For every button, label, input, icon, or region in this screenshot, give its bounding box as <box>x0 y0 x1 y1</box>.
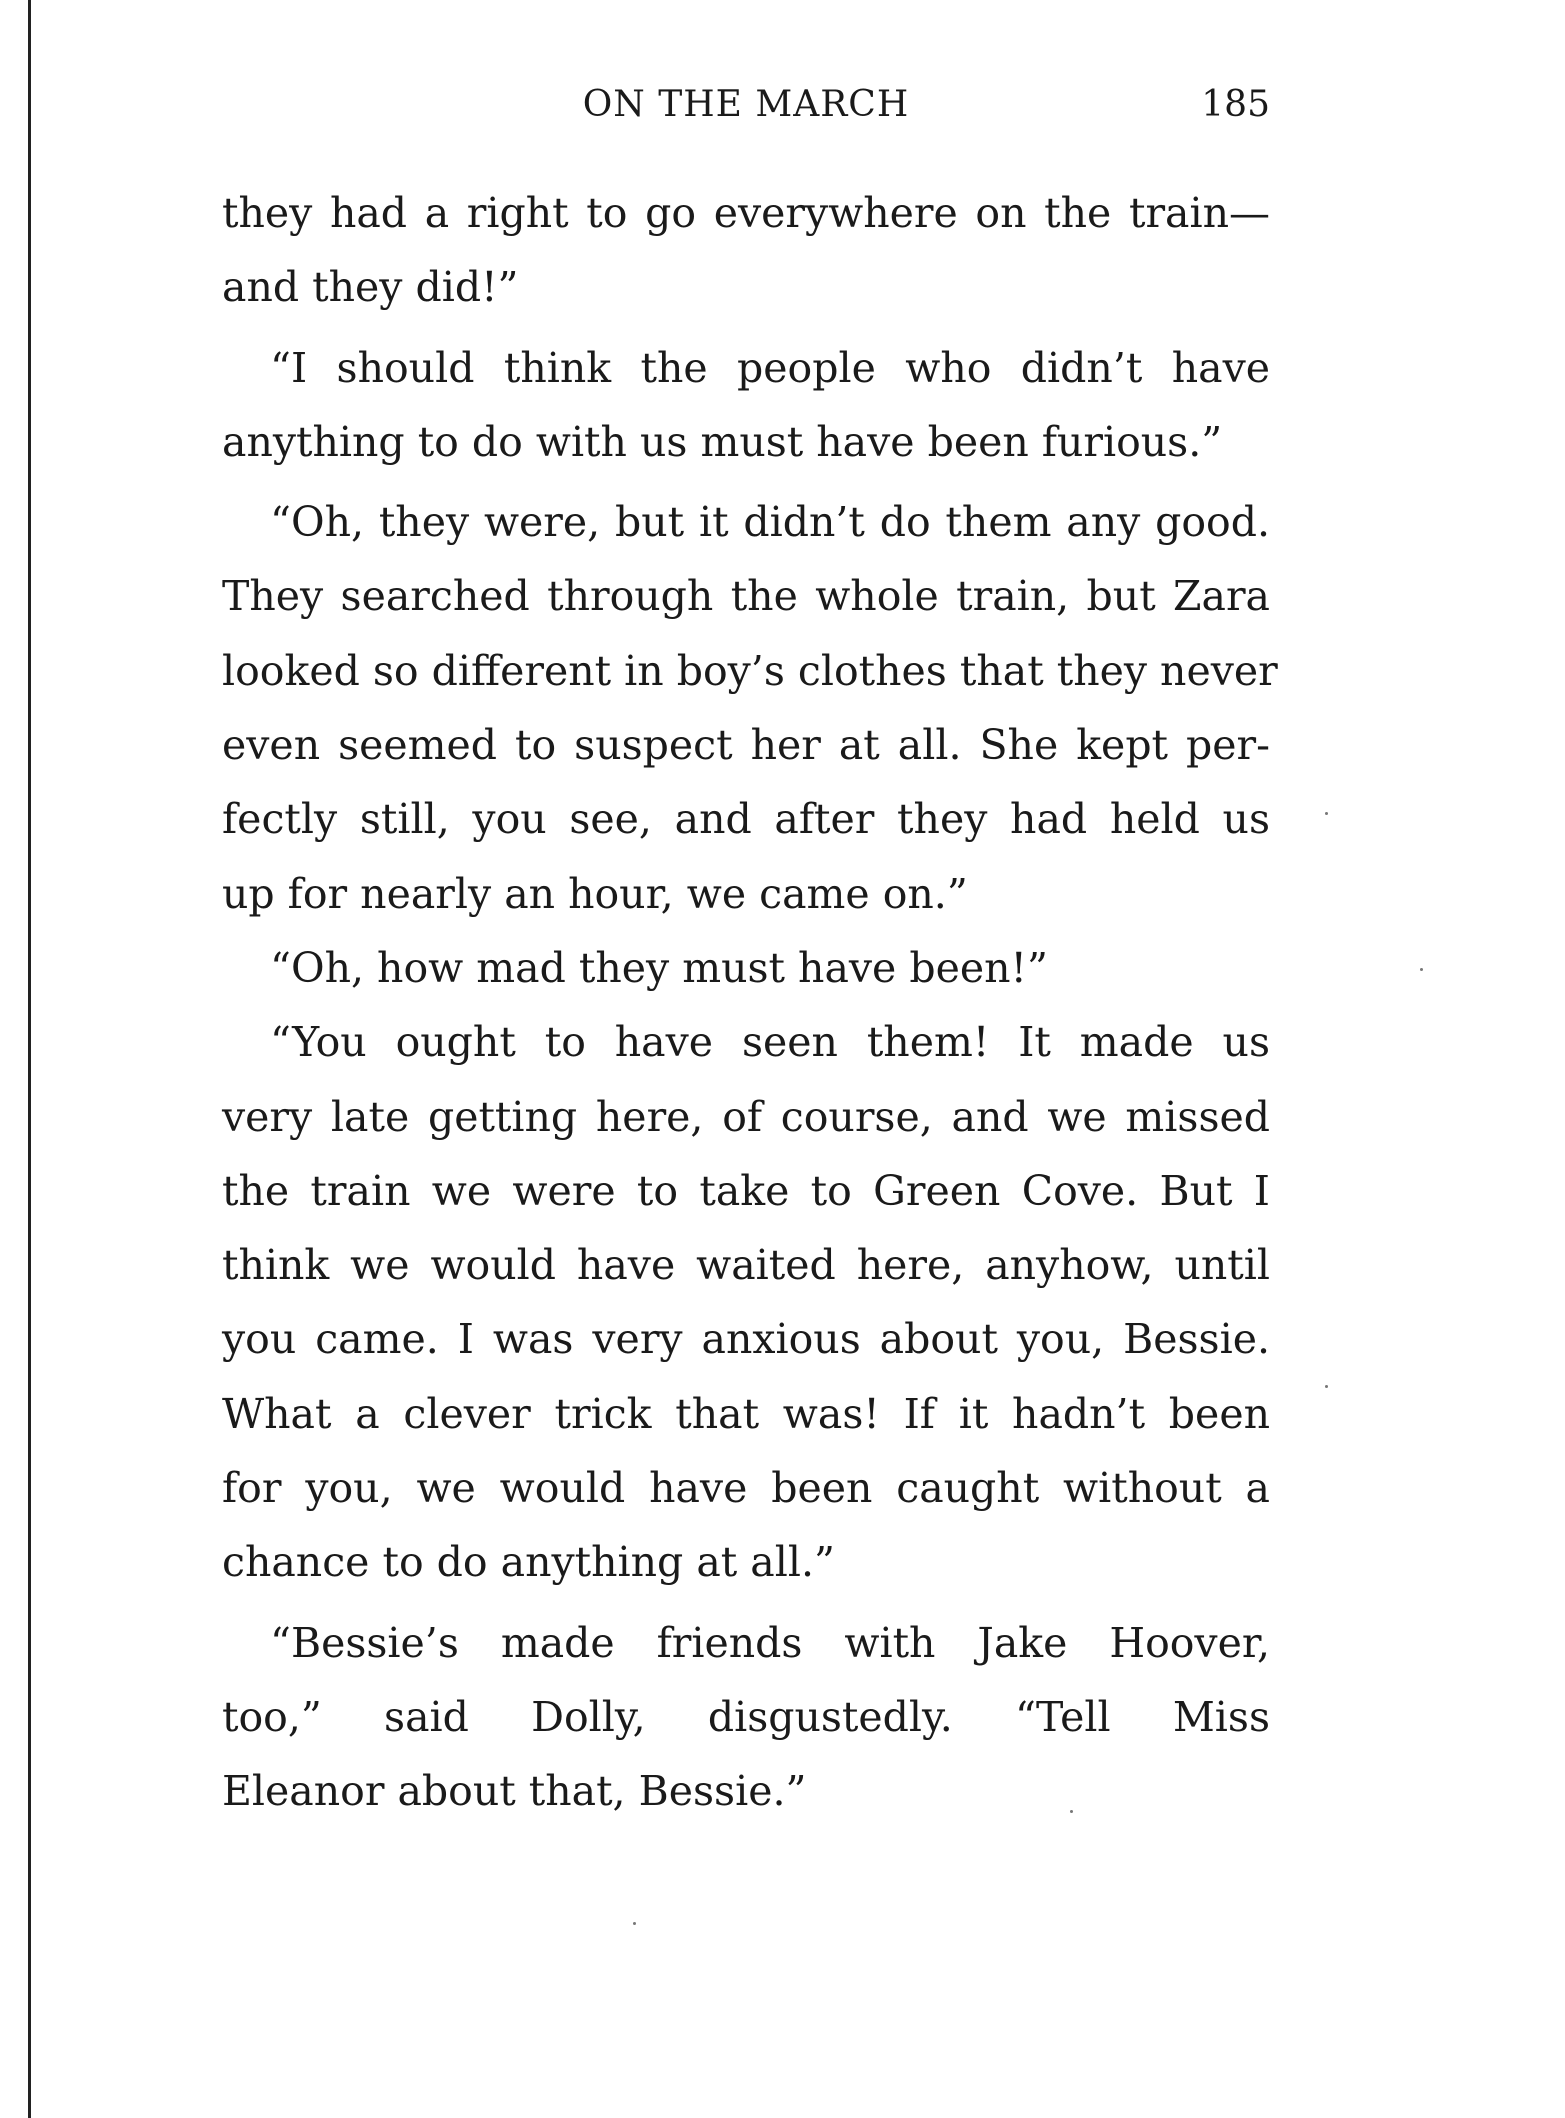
text-line: chance to do anything at all.” <box>222 1538 835 1587</box>
paper-speck <box>633 1922 636 1925</box>
text-line: “Bessie’s made friends with Jake Hoover, <box>270 1618 1270 1667</box>
running-head <box>222 80 1270 130</box>
paper-speck <box>1420 968 1423 971</box>
text-line: “You ought to have seen them! It made us <box>270 1018 1270 1067</box>
text-line: and they did!” <box>222 263 519 312</box>
text-line: “Oh, how mad they must have been!” <box>270 943 1048 992</box>
text-line: the train we were to take to Green Cove. But I <box>222 1166 1270 1215</box>
page-text <box>222 176 1278 1829</box>
text-line: Eleanor about that, Bessie.” <box>222 1767 807 1816</box>
text-line: think we would have waited here, anyhow, until <box>222 1241 1270 1290</box>
text-line: “I should think the people who didn’t have <box>270 343 1270 392</box>
text-line: fectly still, you see, and after they had held us <box>222 795 1270 844</box>
text-line: very late getting here, of course, and we missed <box>222 1092 1270 1141</box>
text-line: They searched through the whole train, but Zara <box>222 572 1270 621</box>
paper-speck <box>1070 1810 1073 1813</box>
text-line: up for nearly an hour, we came on.” <box>222 869 968 918</box>
page-binding-edge <box>28 0 31 2118</box>
text-line: looked so different in boy’s clothes that they never <box>222 646 1278 695</box>
paper-speck <box>1325 1385 1328 1388</box>
text-line: they had a right to go everywhere on the train— <box>222 189 1270 237</box>
text-line: anything to do with us must have been furious.” <box>222 417 1223 466</box>
text-line: for you, we would have been caught without a <box>222 1464 1270 1513</box>
text-line: you came. I was very anxious about you, Bessie. <box>222 1315 1270 1364</box>
page-number: 185 <box>1201 84 1270 125</box>
text-line: “Oh, they were, but it didn’t do them any good. <box>270 498 1270 547</box>
paper-speck <box>1325 812 1328 815</box>
text-line: even seemed to suspect her at all. She kept per- <box>222 721 1270 770</box>
running-title: ON THE MARCH <box>582 84 910 125</box>
text-line: What a clever trick that was! If it hadn’t been <box>222 1389 1270 1438</box>
text-line: too,” said Dolly, disgustedly. “Tell Miss <box>222 1692 1270 1741</box>
